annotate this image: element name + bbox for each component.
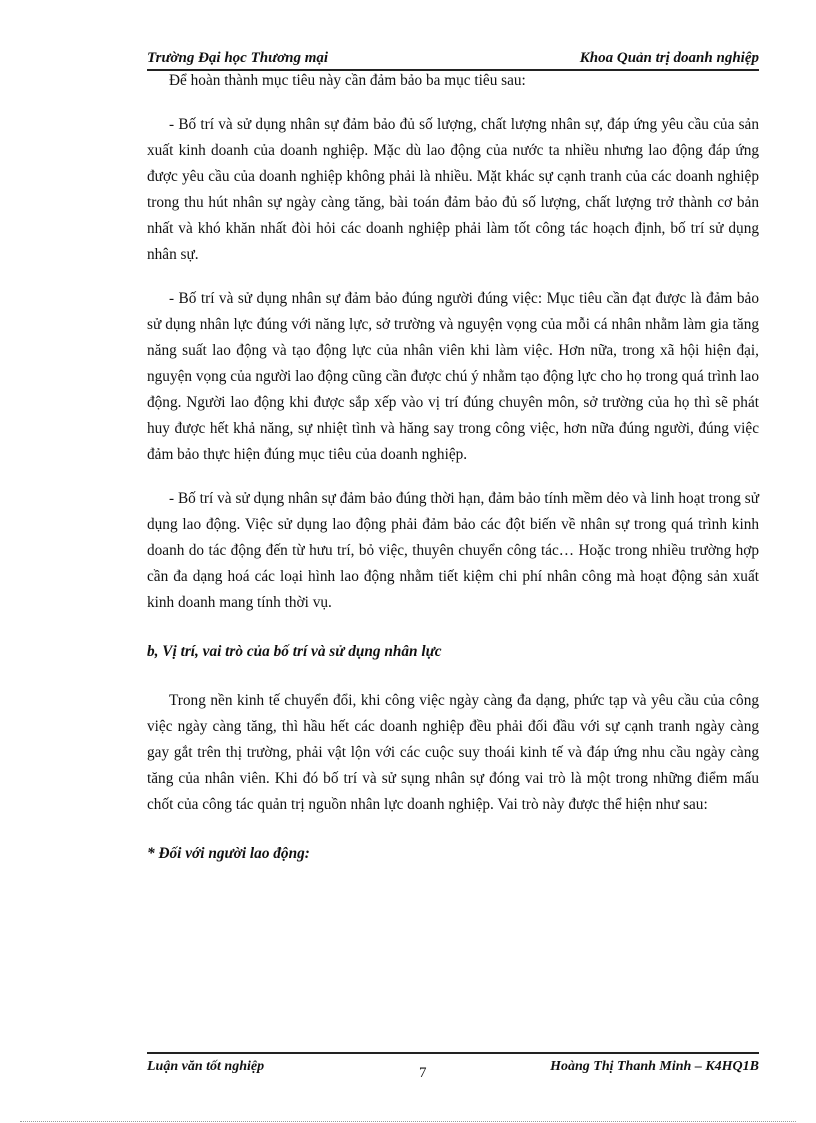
document-body bbox=[147, 68, 759, 867]
paragraph-right-person: - Bố trí và sử dụng nhân sự đảm bảo đúng người đúng việc: Mục tiêu cần đạt được là đảm bảo sử dụng nhân lực đúng với năng lực, sở trường và nguyện vọng của mỗi cá nhân nhằm làm gia tăng năng suất lao động và tạo động lực của nhân viên khi làm việc. Hơn nữa, trong xã hội hiện đại, nguyện vọng của người lao động cũng cần được chú ý nhằm tạo động lực cho họ trong quá trình lao động. Người lao động khi được sắp xếp vào vị trí đúng chuyên môn, sở trường của họ thì sẽ phát huy được hết khả năng, sự nhiệt tình và hăng say trong công việc, hơn nữa đúng người, đúng việc đảm bảo thực hiện đúng mục tiêu của doanh nghiệp. bbox=[147, 290, 759, 463]
footer-author: Hoàng Thị Thanh Minh – K4HQ1B bbox=[550, 1059, 759, 1074]
intro-paragraph: Để hoàn thành mục tiêu này cần đảm bảo ba mục tiêu sau: bbox=[169, 72, 526, 89]
page-number: 7 bbox=[419, 1065, 427, 1081]
section-heading: b, Vị trí, vai trò của bố trí và sử dụng nhân lực bbox=[147, 643, 442, 660]
header-university: Trường Đại học Thương mại bbox=[147, 50, 329, 66]
paragraph-timing: - Bố trí và sử dụng nhân sự đảm bảo đúng thời hạn, đảm bảo tính mềm dẻo và linh hoạt trong sử dụng lao động. Việc sử dụng lao động phải đảm bảo các đột biến về nhân sự trong quá trình kinh doanh do tác động đến từ hưu trí, bỏ việc, thuyên chuyển công tác… Hoặc trong nhiều trường hợp cần đa dạng hoá các loại hình lao động nhằm tiết kiệm chi phí nhân công mà hoạt động sản xuất kinh doanh mang tính thời vụ. bbox=[147, 490, 759, 611]
footer-thesis-label: Luận văn tốt nghiệp bbox=[147, 1059, 265, 1074]
subsection-heading: * Đối với người lao động: bbox=[147, 845, 310, 862]
paragraph-role: Trong nền kinh tế chuyển đổi, khi công việc ngày càng đa dạng, phức tạp và yêu cầu của công việc ngày càng tăng, thì hầu hết các doanh nghiệp đều phải đối đầu với sự cạnh tranh ngày càng gay gắt trên thị trường, phải vật lộn với các cuộc suy thoái kinh tế và đáp ứng nhu cầu ngày càng tăng của nhân viên. Khi đó bố trí và sử sụng nhân sự đóng vai trò là một trong những điểm mấu chốt của công tác quản trị nguồn nhân lực doanh nghiệp. Vai trò này được thể hiện như sau: bbox=[147, 692, 759, 813]
header-faculty: Khoa Quản trị doanh nghiệp bbox=[579, 50, 759, 66]
page-boundary-divider bbox=[20, 1121, 796, 1122]
paragraph-quantity: - Bố trí và sử dụng nhân sự đảm bảo đủ số lượng, chất lượng nhân sự, đáp ứng yêu cầu của sản xuất kinh doanh của doanh nghiệp. Mặc dù lao động của nước ta nhiều nhưng lao động đáp ứng được yêu cầu của doanh nghiệp không phải là nhiều. Mặt khác sự cạnh tranh của các doanh nghiệp trong thu hút nhân sự ngày càng tăng, bài toán đảm bảo đủ số lượng, chất lượng trở thành cơ bản nhất và khó khăn nhất đòi hỏi các doanh nghiệp phải làm tốt công tác hoạch định, bố trí sử dụng nhân sự. bbox=[147, 116, 759, 263]
page-footer bbox=[147, 1052, 759, 1082]
